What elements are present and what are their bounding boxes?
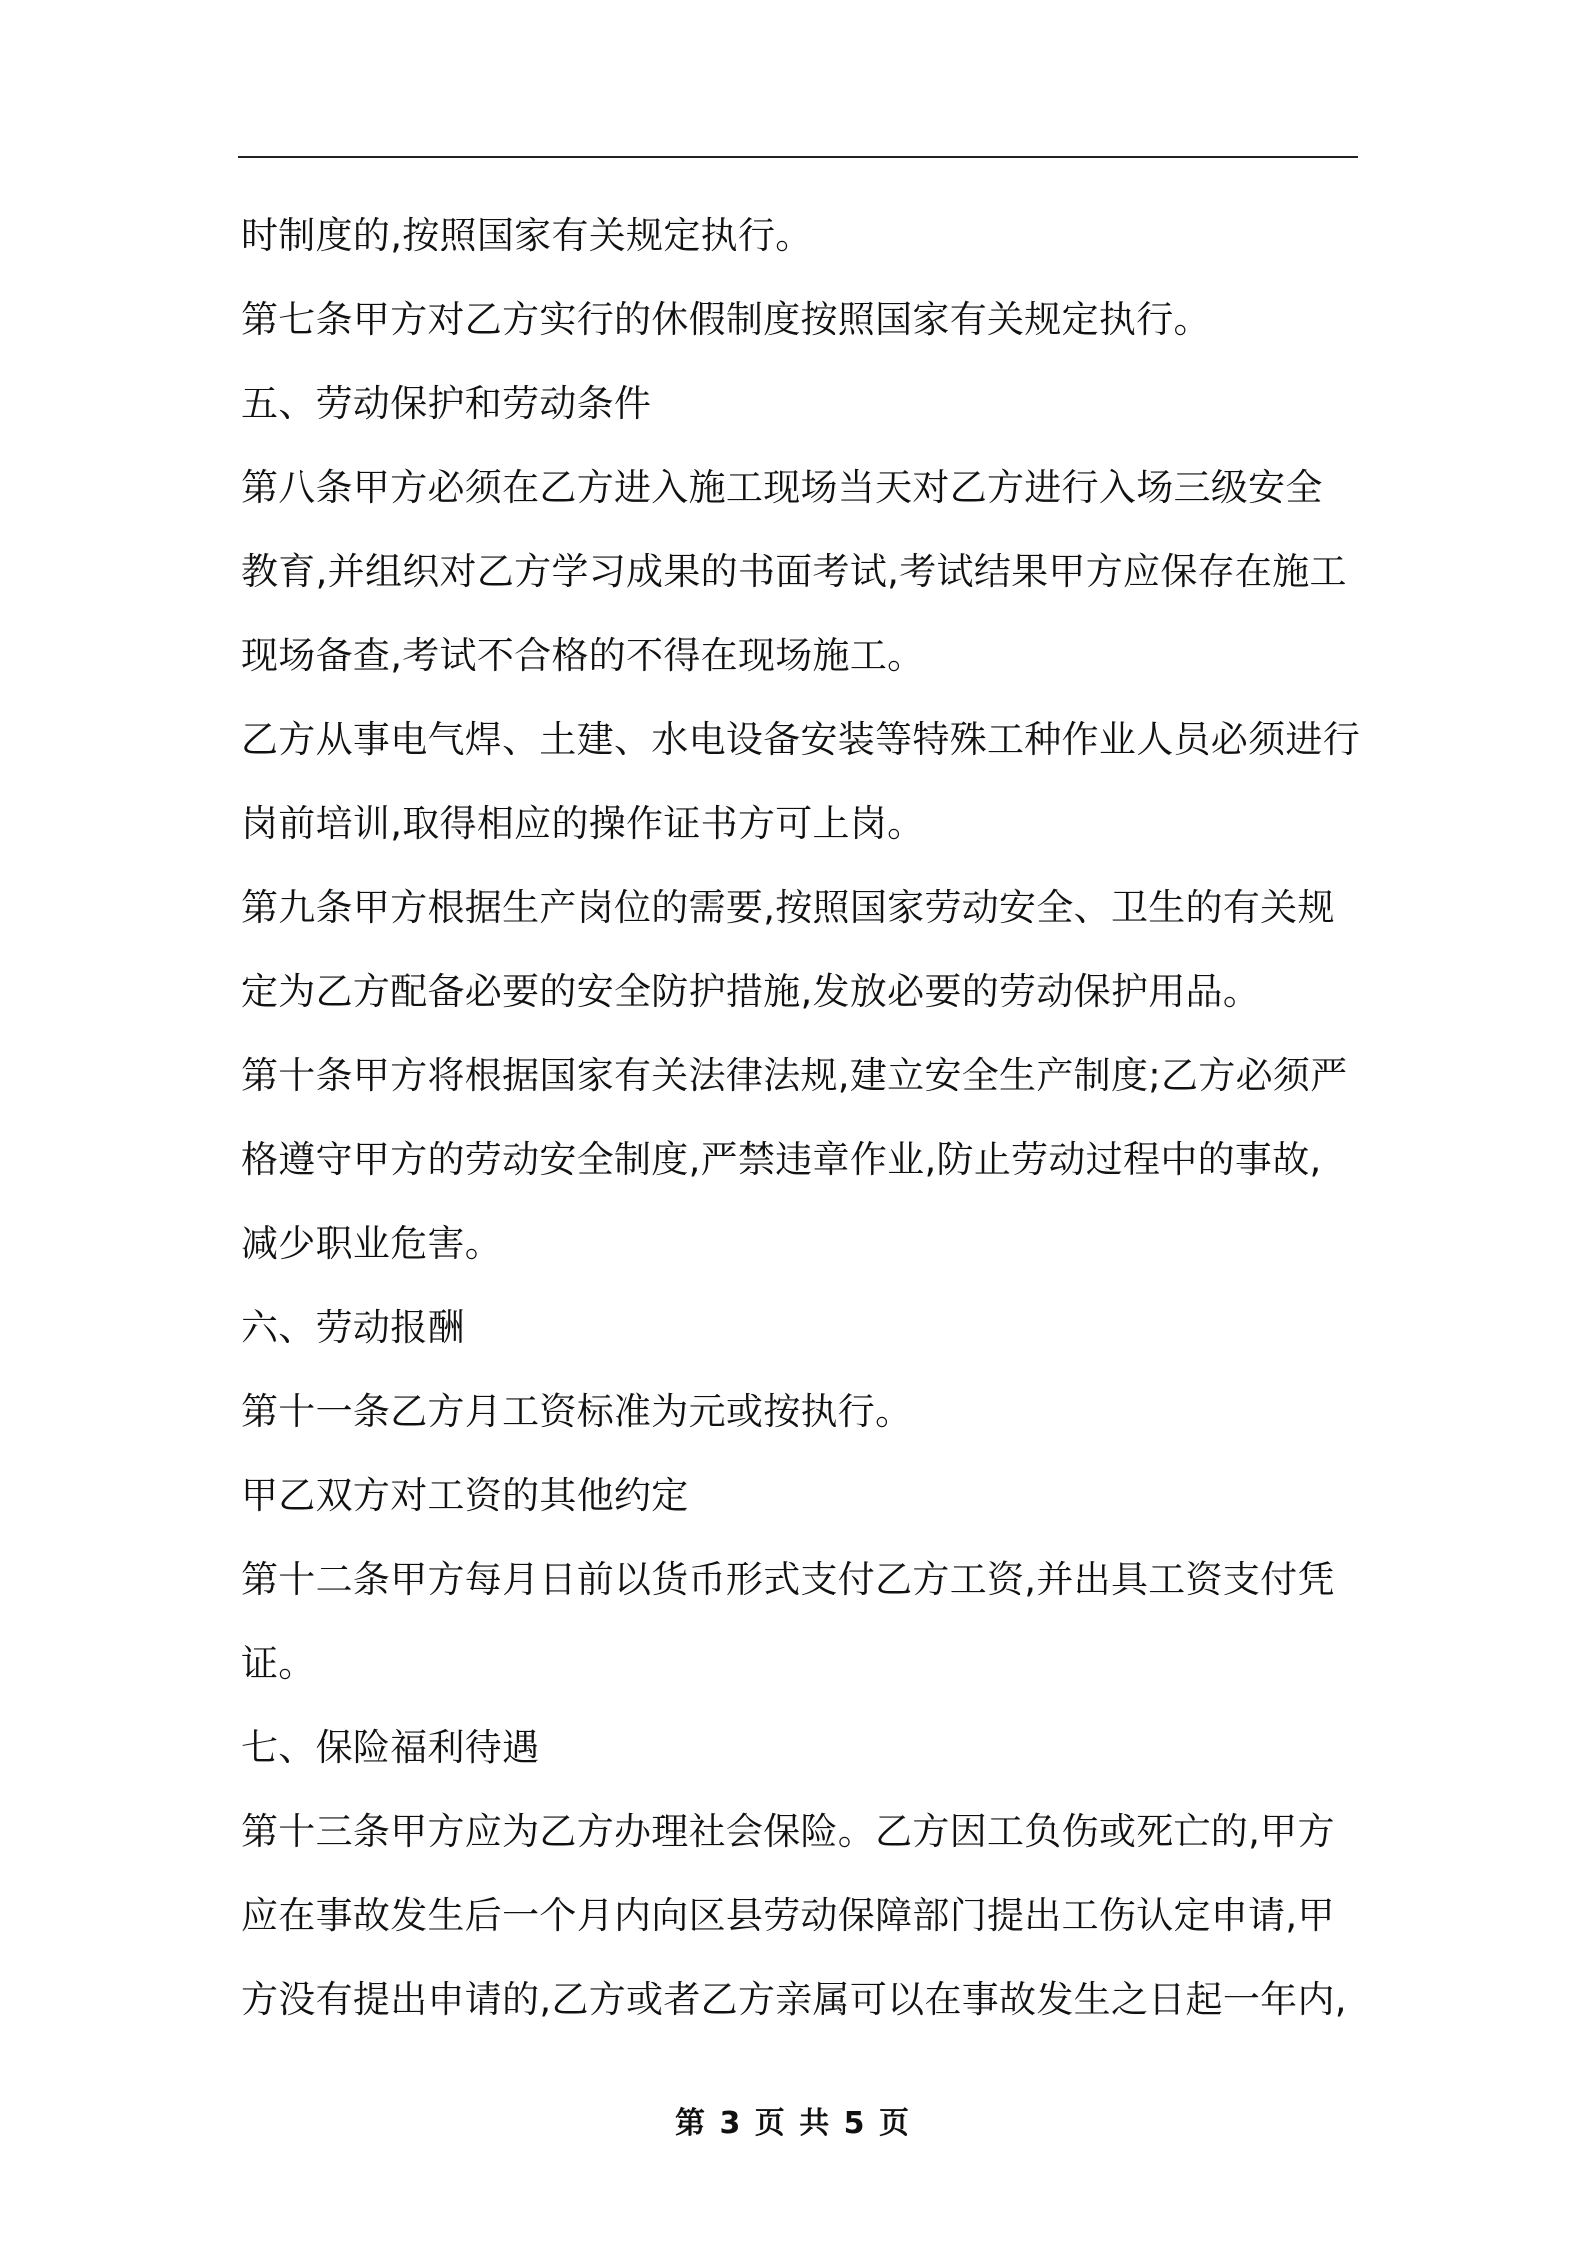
section-heading: 六、劳动报酬 <box>241 1306 465 1349</box>
text-line: 第十一条乙方月工资标准为元或按执行。 <box>241 1390 913 1433</box>
text-line: 现场备查,考试不合格的不得在现场施工。 <box>241 634 925 677</box>
text-line: 乙方从事电气焊、土建、水电设备安装等特殊工种作业人员必须进行 <box>241 718 1360 761</box>
text-line: 教育,并组织对乙方学习成果的书面考试,考试结果甲方应保存在施工 <box>241 550 1347 593</box>
page-number: 第 3 页 共 5 页 <box>675 2106 911 2141</box>
section-heading: 七、保险福利待遇 <box>241 1726 540 1769</box>
text-line: 时制度的,按照国家有关规定执行。 <box>241 214 813 257</box>
document-body <box>241 194 1360 2042</box>
text-line: 第七条甲方对乙方实行的休假制度按照国家有关规定执行。 <box>241 298 1211 341</box>
header-rule <box>238 156 1358 158</box>
text-line: 定为乙方配备必要的安全防护措施,发放必要的劳动保护用品。 <box>241 970 1261 1013</box>
text-line: 格遵守甲方的劳动安全制度,严禁违章作业,防止劳动过程中的事故, <box>241 1138 1322 1181</box>
text-line: 第十条甲方将根据国家有关法律法规,建立安全生产制度;乙方必须严 <box>241 1054 1348 1097</box>
text-line: 第十三条甲方应为乙方办理社会保险。乙方因工负伤或死亡的,甲方 <box>241 1810 1335 1853</box>
text-line: 岗前培训,取得相应的操作证书方可上岗。 <box>241 802 925 845</box>
text-line: 第九条甲方根据生产岗位的需要,按照国家劳动安全、卫生的有关规 <box>241 886 1335 929</box>
section-heading: 五、劳动保护和劳动条件 <box>241 382 652 425</box>
text-line: 第八条甲方必须在乙方进入施工现场当天对乙方进行入场三级安全 <box>241 466 1323 509</box>
text-line: 减少职业危害。 <box>241 1222 503 1265</box>
text-line: 应在事故发生后一个月内向区县劳动保障部门提出工伤认定申请,甲 <box>241 1894 1335 1937</box>
text-line: 第十二条甲方每月日前以货币形式支付乙方工资,并出具工资支付凭 <box>241 1558 1335 1601</box>
text-line: 方没有提出申请的,乙方或者乙方亲属可以在事故发生之日起一年内, <box>241 1978 1347 2021</box>
text-line: 证。 <box>241 1642 316 1685</box>
text-line: 甲乙双方对工资的其他约定 <box>241 1474 689 1517</box>
